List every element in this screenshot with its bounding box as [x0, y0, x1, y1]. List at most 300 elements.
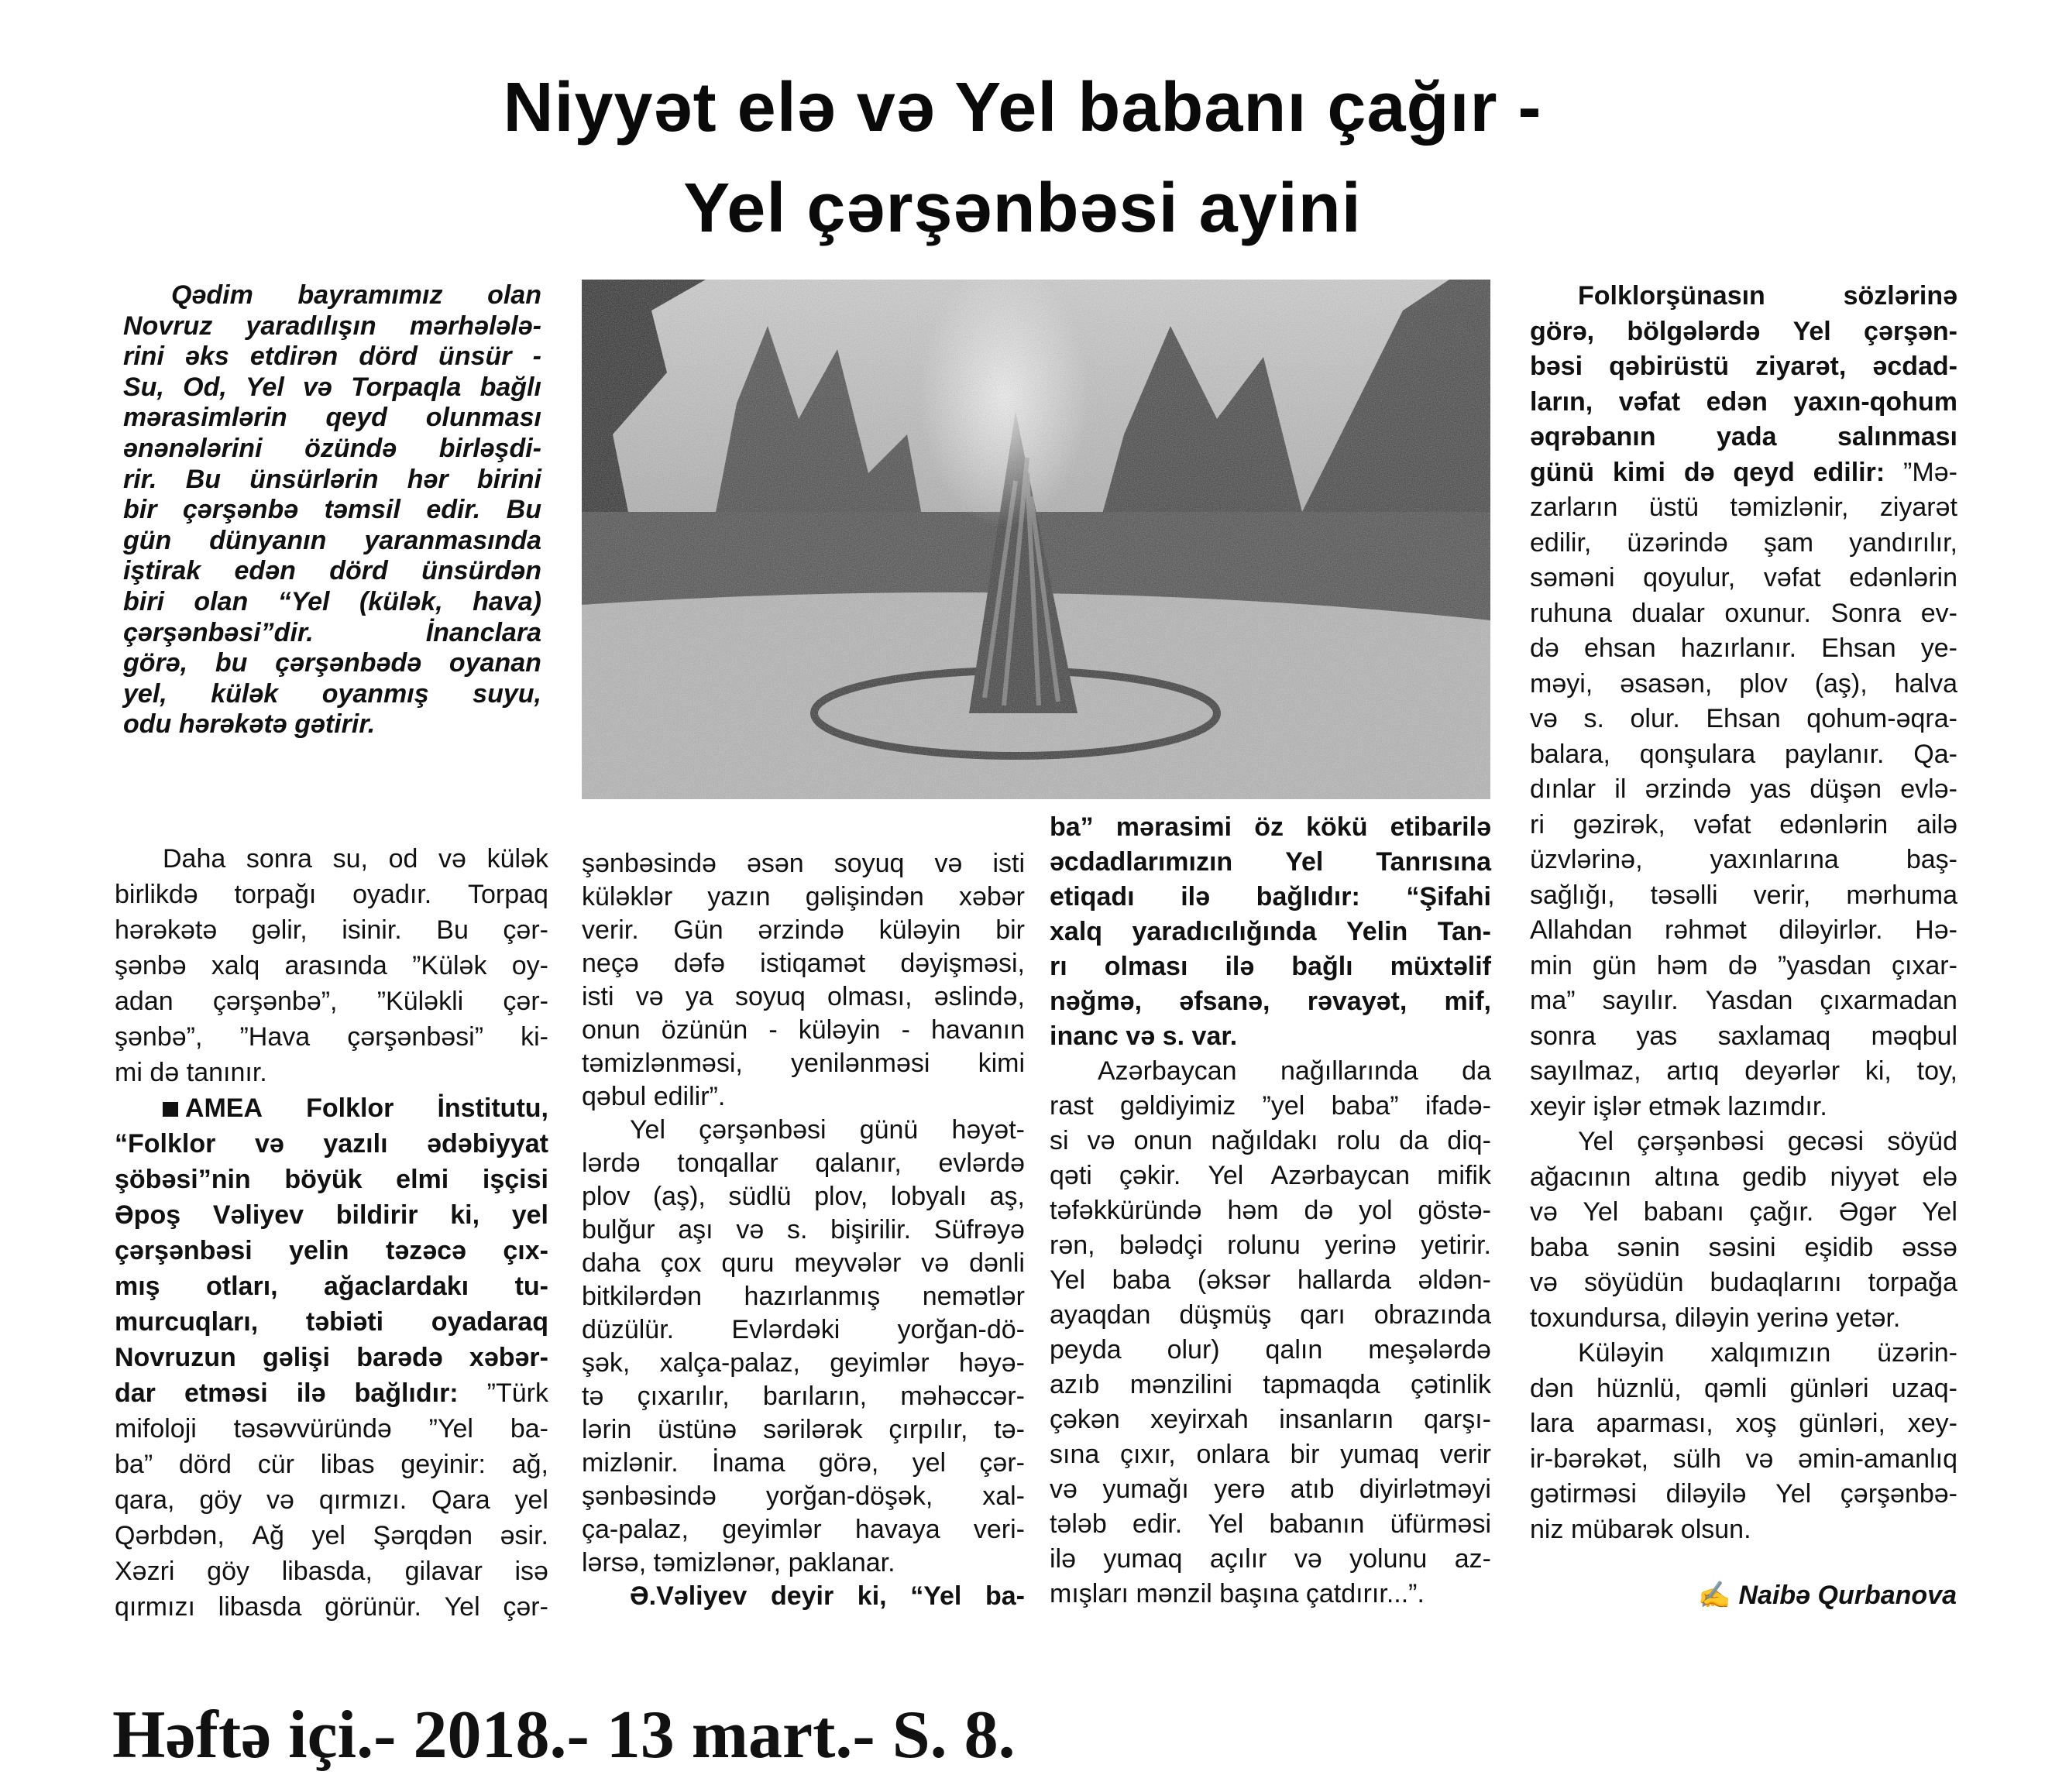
word: ayaqdan [1050, 1300, 1151, 1330]
word: səsini [1708, 1232, 1776, 1262]
word: (aş), [1814, 668, 1868, 699]
word: bir [1290, 1440, 1320, 1469]
word: etibarilə [1390, 812, 1491, 842]
word: sonra [1530, 1021, 1596, 1051]
word: çər- [503, 915, 548, 945]
word: sərilərək [763, 1415, 863, 1444]
word: gəlir, [251, 915, 308, 945]
word: həyə- [958, 1348, 1025, 1378]
word: Süfrəyə [933, 1215, 1025, 1244]
word: tə [582, 1382, 604, 1411]
word: rast [1050, 1091, 1094, 1121]
word: çıx- [503, 1236, 548, 1265]
word: və [1530, 1197, 1558, 1227]
text-line [123, 403, 541, 434]
word: xey- [1907, 1409, 1957, 1438]
word: ev- [1920, 598, 1957, 628]
word: qarşı- [1424, 1405, 1491, 1434]
text-line [1530, 737, 1957, 773]
word: gətirməsi [1530, 1479, 1637, 1509]
word: olması [1104, 952, 1188, 981]
word: Yel [1775, 1479, 1812, 1509]
word: əssə [1902, 1232, 1957, 1262]
word: çırpılır, [888, 1415, 968, 1444]
word: Yel [1285, 847, 1324, 877]
word: oy- [511, 951, 548, 980]
text-line [1530, 1231, 1957, 1266]
word: üzərin- [1877, 1338, 1957, 1368]
word: - [532, 342, 541, 372]
word: ların, [1530, 386, 1593, 417]
word: çər- [503, 1592, 548, 1622]
text-line [1530, 1090, 1957, 1125]
word: hazırlanmış [744, 1282, 881, 1311]
word: ki, [450, 1200, 480, 1230]
word: saxlamaq [1717, 1021, 1831, 1051]
text-line [115, 1447, 548, 1482]
text-line [123, 372, 541, 403]
word: tanınır. [186, 1058, 267, 1087]
word: mərasimi [1115, 812, 1232, 842]
word: dörd [329, 556, 388, 586]
word: külək [486, 844, 548, 874]
text-line [582, 947, 1025, 980]
word: görə, [818, 1448, 879, 1478]
text-line [1530, 1442, 1957, 1478]
word: aparması, [1596, 1409, 1713, 1438]
word: oyanan [449, 648, 541, 678]
headline-line-2: Yel çərşənbəsi ayini [683, 170, 1362, 247]
word: aşı [678, 1215, 713, 1244]
word: barədə [356, 1343, 443, 1372]
word: geyinir: [400, 1450, 486, 1479]
word: yel [514, 1485, 548, 1515]
word: yerinə [1325, 1231, 1397, 1260]
word: plov [1739, 668, 1788, 699]
word: və [1530, 704, 1558, 733]
word: açılır [1209, 1544, 1267, 1574]
word: təsəvvüründə [233, 1414, 392, 1444]
word: gətirir. [294, 709, 376, 740]
word: Azərbaycan [1098, 1056, 1237, 1086]
text-line [115, 1126, 548, 1162]
word: yetirir. [1421, 1231, 1491, 1260]
word: yolunu [1349, 1544, 1428, 1574]
word: və [266, 1485, 294, 1515]
word: xəbər- [469, 1343, 548, 1372]
word: bir [995, 915, 1025, 945]
word: əsasən, [1620, 668, 1713, 699]
word: xalq [1050, 917, 1103, 946]
text-line [115, 912, 548, 948]
word: çəkən [1050, 1405, 1120, 1434]
word: yelin [289, 1236, 349, 1265]
word: məyi, [1530, 668, 1593, 699]
word: mübarək [1570, 1514, 1674, 1544]
word: aş, [989, 1182, 1025, 1211]
text-line [1530, 561, 1957, 596]
word: dualar [1631, 598, 1705, 628]
word: qəbul [582, 1082, 647, 1111]
word: xəbər [958, 882, 1025, 911]
text-line [115, 1589, 548, 1625]
word: bişirilir. [830, 1215, 912, 1244]
word: bağlı [479, 372, 541, 402]
word: gün [1592, 950, 1637, 980]
word: mışları [1050, 1579, 1129, 1608]
word: tələb [1050, 1509, 1107, 1539]
word: ağacının [1530, 1162, 1631, 1192]
text-line [1530, 913, 1957, 949]
word: libas [320, 1450, 375, 1479]
word: bayramımız [297, 280, 443, 310]
word: əcdad- [1872, 352, 1957, 381]
word: söyüd [1887, 1127, 1957, 1156]
text-line [1050, 915, 1491, 949]
word: şam [1763, 527, 1814, 558]
word: qalın [1265, 1335, 1323, 1365]
word: qarı [1300, 1300, 1346, 1330]
word: dörd [178, 1450, 232, 1479]
word: yetər. [1836, 1303, 1901, 1333]
word: qırmızı [115, 1592, 195, 1622]
word: Şərqdən [373, 1521, 473, 1550]
word: gəldiyimiz [1119, 1091, 1236, 1121]
text-line [1530, 808, 1957, 843]
text-line [1530, 667, 1957, 702]
word: qara, [115, 1485, 175, 1515]
word: etmək [1648, 1091, 1720, 1121]
word: oyanmış [321, 678, 429, 709]
word: plov [582, 1182, 631, 1211]
word: qırmızı. [318, 1485, 407, 1515]
word: soyuq [735, 982, 806, 1011]
word: İnama [712, 1448, 785, 1478]
word: Gün [673, 915, 723, 945]
text-line [1530, 1054, 1957, 1090]
word: murcuqları, [115, 1307, 259, 1337]
text-line [1050, 1019, 1491, 1054]
word: əqrəbanın [1530, 422, 1656, 451]
word: bağlıdır: [1256, 882, 1360, 911]
text-line [115, 1340, 548, 1375]
word: xeyir [1530, 1091, 1586, 1121]
word: ilə [296, 1378, 326, 1408]
word: meyvələr [794, 1248, 902, 1278]
word: Yel [246, 372, 284, 402]
word: Yel [1583, 1197, 1619, 1227]
word: və [254, 1129, 284, 1159]
word: xalça-palaz, [659, 1348, 800, 1378]
word: olması, [827, 982, 913, 1011]
word: olan [194, 586, 249, 616]
text-line [1050, 1159, 1491, 1193]
word: bu [215, 648, 248, 678]
word: yol [1359, 1196, 1393, 1225]
word: sağlığı, [1530, 880, 1615, 910]
text-line [1530, 949, 1957, 984]
word: bələdçi [1119, 1231, 1203, 1260]
word: ənənələrini [123, 433, 263, 463]
word: libasda, [281, 1557, 373, 1586]
word: geyimlər [830, 1348, 930, 1378]
word: hərəkətə [115, 915, 218, 945]
word: vəfat [1618, 386, 1681, 417]
word: xal- [982, 1481, 1025, 1511]
text-line [1530, 772, 1957, 808]
word: əsən [746, 849, 804, 878]
word: ədəbiyyat [427, 1129, 548, 1159]
word: küləyin [878, 915, 961, 945]
text-line [123, 311, 541, 342]
word: üzvlərinə, [1530, 845, 1643, 874]
word: gecəsi [1787, 1127, 1865, 1156]
word: ”Yel [428, 1414, 473, 1444]
word: və [934, 849, 963, 878]
text-line [582, 1180, 1025, 1214]
word: ünsürdən [421, 556, 541, 586]
word: havaya [854, 1515, 940, 1544]
word: yandırılır, [1849, 527, 1957, 558]
word: çərşənbə [182, 495, 299, 525]
word: diq- [1447, 1126, 1491, 1155]
word: baba [1112, 1265, 1171, 1295]
word: mış [115, 1272, 160, 1301]
word: düşən [1810, 774, 1882, 804]
word: sülh [1672, 1444, 1721, 1474]
word: daha [582, 1248, 641, 1278]
word: müxtəlif [1390, 952, 1491, 981]
word: çıxarmadan [1820, 986, 1957, 1015]
word: Folklor [306, 1093, 394, 1123]
word: arasında [284, 951, 387, 980]
author-name: Naibə Qurbanova [1738, 1581, 1957, 1610]
word: peyda [1050, 1335, 1122, 1365]
word: dar [115, 1378, 156, 1408]
word: rəvayət, [1307, 987, 1407, 1016]
word: böyük [284, 1165, 363, 1194]
word: paklanar. [788, 1548, 895, 1577]
word: məhəccər- [900, 1382, 1025, 1411]
word: qalanır, [815, 1148, 902, 1178]
word: Azərbaycan [1270, 1161, 1410, 1190]
word: və [1294, 1544, 1322, 1574]
word: Bu [185, 464, 222, 494]
word: birləşdi- [438, 433, 541, 463]
text-line [115, 1197, 548, 1233]
word: baş- [1906, 845, 1957, 874]
word: qəbirüstü [1609, 352, 1730, 381]
word: rolu [1336, 1126, 1381, 1155]
word: ünsür [438, 342, 512, 372]
word: küləklər [582, 882, 673, 911]
word: Yel [630, 1115, 666, 1145]
word: nemətlər [922, 1282, 1025, 1311]
word: barıların, [762, 1382, 868, 1411]
word: etməsi [184, 1378, 268, 1408]
text-line [1050, 1437, 1491, 1472]
word: xoş [1735, 1409, 1777, 1438]
word: çıxar- [1891, 950, 1957, 980]
word: rir. [123, 464, 157, 494]
word: mənzilini [1129, 1370, 1232, 1399]
word: yaradıcılığında [1132, 917, 1317, 946]
text-line [1050, 1089, 1491, 1124]
word: odu [123, 709, 172, 740]
text-line [582, 1080, 1025, 1114]
word: Yel [1050, 1265, 1086, 1295]
word: yorğan-döşək, [765, 1481, 933, 1511]
word: atıb [1290, 1474, 1335, 1504]
word: gəzirək, [1572, 809, 1665, 839]
word: yas [1636, 1021, 1678, 1051]
text-line [582, 1147, 1025, 1180]
word: (külək, [359, 586, 443, 616]
word: biri [123, 586, 164, 616]
word: plov, [814, 1182, 868, 1211]
word: ”Hava [239, 1022, 311, 1052]
text-line [1050, 1124, 1491, 1159]
text-line [582, 1114, 1025, 1147]
word: Əgər [1838, 1197, 1897, 1227]
word: elə [1922, 1162, 1957, 1192]
word: təzəcə [386, 1236, 466, 1265]
text-line [582, 914, 1025, 947]
word: xeyirxah [1150, 1405, 1249, 1434]
word: görə, [1530, 316, 1595, 346]
word: ir-bərəkət, [1530, 1444, 1649, 1474]
word: Novruz [123, 311, 213, 341]
word: ”Türk [486, 1378, 548, 1408]
word: oyadır. [352, 880, 432, 909]
word: torpağı [234, 880, 317, 909]
word: və [1126, 1021, 1156, 1051]
word: küləyin [798, 1015, 881, 1045]
word: çox [660, 1248, 702, 1278]
word: əcdadlarımızın [1050, 847, 1233, 877]
word: istiqamət [760, 949, 866, 978]
text-line [115, 948, 548, 984]
word: edilir, [1530, 527, 1592, 558]
text-line [1050, 880, 1491, 915]
text-line [1530, 984, 1957, 1019]
word: külək [211, 678, 279, 709]
word: diləyin [1675, 1303, 1750, 1333]
word: qohum-əqra- [1806, 704, 1957, 733]
text-line [1050, 1472, 1491, 1507]
word: Yel [1578, 1127, 1614, 1156]
word: çətinlik [1411, 1370, 1491, 1399]
word: isə [514, 1557, 548, 1586]
word: Yel [1208, 1161, 1244, 1190]
word: edənlərin [1779, 809, 1889, 839]
word: şənbəsində [582, 1481, 717, 1511]
text-line [582, 1280, 1025, 1313]
text-line [1530, 1371, 1957, 1407]
word: od [388, 844, 418, 874]
word: günləri [1789, 1373, 1869, 1403]
word: ilə [1181, 882, 1211, 911]
word: onlara [1196, 1440, 1270, 1469]
word: təmizlənər, [653, 1548, 782, 1577]
word: həm [1656, 950, 1708, 980]
word: geyimlər [722, 1515, 822, 1544]
word: təmizlənməsi, [582, 1049, 743, 1078]
text-line [1530, 1019, 1957, 1055]
text-line [1050, 984, 1491, 1019]
text-line [1050, 1263, 1491, 1298]
word: Ehsan [1821, 633, 1896, 663]
word: edilir: [1813, 457, 1885, 487]
word: artıq [1666, 1056, 1720, 1086]
word: yel [511, 1200, 548, 1230]
word: əslində, [933, 982, 1025, 1011]
word: ba- [510, 1414, 548, 1444]
word: tə- [994, 1415, 1025, 1444]
word: çərşənbəsi [1637, 1127, 1765, 1156]
word: yumaq [1340, 1440, 1420, 1469]
word: toy, [1916, 1056, 1957, 1086]
word: təbiəti [305, 1307, 384, 1337]
word: niyyət [1830, 1162, 1899, 1192]
text-line [582, 1580, 1025, 1613]
word: dınlar [1530, 774, 1596, 804]
word: sına [1050, 1440, 1100, 1469]
word: Bu [506, 495, 541, 525]
text-line [1530, 1512, 1957, 1548]
word: dəfə [673, 949, 726, 978]
word: ”Küləkli [376, 987, 464, 1016]
text-line [115, 1233, 548, 1268]
word: şənbə [115, 951, 187, 980]
word: bağlıdır: [354, 1378, 459, 1408]
word: və [438, 844, 466, 874]
word: və [1530, 1268, 1558, 1297]
word: torpağa [1868, 1268, 1957, 1297]
text-line [1530, 1336, 1957, 1371]
word: yazın [707, 882, 771, 911]
word: Ağ [252, 1521, 284, 1550]
word: çıxır, [1119, 1440, 1176, 1469]
word: yel [912, 1448, 947, 1478]
word: libasda [218, 1592, 302, 1622]
word: veri- [973, 1515, 1025, 1544]
word: Od, [183, 372, 227, 402]
word: Vəliyev [212, 1200, 304, 1230]
word: əfsanə, [1179, 987, 1270, 1016]
text-line [582, 1380, 1025, 1413]
word: söyüdün [1583, 1268, 1684, 1297]
word: səməni [1530, 563, 1615, 592]
word: sözlərinə [1843, 281, 1957, 311]
word: qeyd [1733, 457, 1795, 487]
word: lərin [582, 1415, 632, 1444]
word: və [303, 372, 332, 402]
word: şöbəsi”nin [115, 1165, 251, 1194]
word: lobyalı [890, 1182, 968, 1211]
text-line [123, 679, 541, 710]
bonfire-photo [582, 280, 1490, 799]
word: yaradılışın [246, 311, 376, 341]
word: adan [115, 987, 174, 1016]
word: s. [1162, 1021, 1185, 1051]
word: özünün [661, 1015, 748, 1045]
text-line [123, 434, 541, 465]
word: halva [1894, 668, 1957, 699]
word: hər [407, 464, 449, 494]
word: ba” [115, 1450, 153, 1479]
word: ki, [1865, 1056, 1892, 1086]
